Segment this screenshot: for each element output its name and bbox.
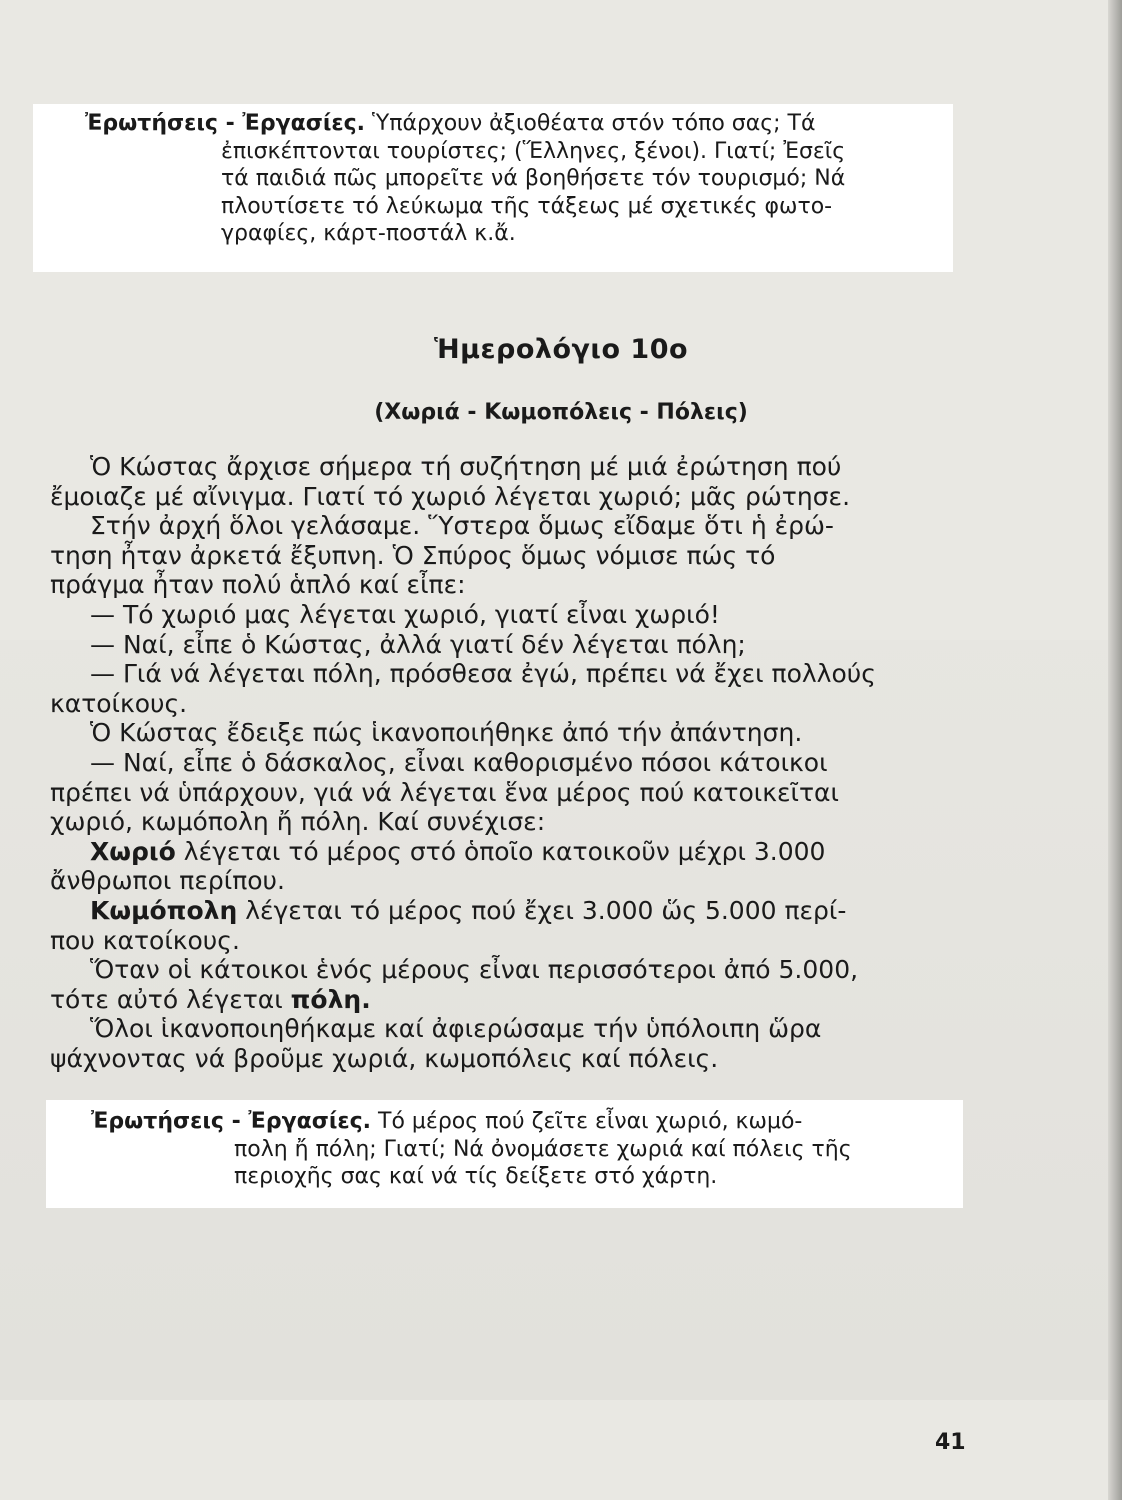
questions-box-top [33,104,953,272]
page-number: 41 [935,1430,966,1455]
dialogue-line: — Γιά νά λέγεται πόλη, πρόσθεσα ἐγώ, πρέπει νά ἔχει πολλούς [90,659,876,689]
body-line: τηση ἦταν ἀρκετά ἔξυπνη. Ὁ Σπύρος ὅμως νόμισε πώς τό [50,540,776,570]
questions-top-line: ἐπισκέπτονται τουρίστες; (Ἕλληνες, ξένοι). Γιατί; Ἐσεῖς [221,138,846,164]
diary-title: Ἡμερολόγιο 10ο [433,334,689,365]
body-line: πρέπει νά ὑπάρχουν, γιά νά λέγεται ἕνα μέρος πού κατοικεῖται [50,777,839,807]
body-line: χωριό, κωμόπολη ἤ πόλη. Καί συνέχισε: [50,807,546,837]
definition-city [50,985,970,1015]
body-line: ἔμοιαζε μέ αἴνιγμα. Γιατί τό χωριό λέγεται χωριό; μᾶς ρώτησε. [50,481,851,511]
questions-bottom-line: περιοχῆς σας καί νά τίς δείξετε στό χάρτη. [234,1164,718,1189]
term-town: Κωμόπολη [90,895,238,925]
body-line: που κατοίκους. [50,925,240,955]
body-line: ἄνθρωποι περίπου. [50,866,285,896]
diary-subtitle: (Χωριά - Κωμοπόλεις - Πόλεις) [374,400,748,425]
definition-city-text: τότε αὐτό λέγεται [50,984,291,1014]
diary-body [50,452,970,1073]
questions-bottom-line: πολη ἤ πόλη; Γιατί; Νά ὀνομάσετε χωριά καί πόλεις τῆς [234,1136,852,1162]
questions-top-line: πλουτίσετε τό λεύκωμα τῆς τάξεως μέ σχετικές φωτο- [221,193,833,219]
body-line: ψάχνοντας νά βροῦμε χωριά, κωμοπόλεις καί πόλεις. [50,1043,719,1073]
questions-bottom-label: Ἐρωτήσεις - Ἐργασίες. [91,1109,372,1134]
term-city: πόλη. [290,984,371,1014]
body-line: Ὅλοι ἱκανοποιηθήκαμε καί ἀφιερώσαμε τήν ὑπόλοιπη ὥρα [90,1014,822,1044]
questions-bottom-first-line [46,1108,963,1136]
definition-village [50,837,970,867]
questions-top-first-line [33,110,953,138]
body-line: Ὅταν οἱ κάτοικοι ἑνός μέρους εἶναι περισσότεροι ἀπό 5.000, [90,955,859,985]
questions-top-line: τά παιδιά πῶς μπορεῖτε νά βοηθήσετε τόν τουρισμό; Νά [221,166,846,191]
definition-town-text: λέγεται τό μέρος πού ἔχει 3.000 ὥς 5.000 περί- [237,895,847,925]
questions-bottom-line1: Τό μέρος πού ζεῖτε εἶναι χωριό, κωμό- [371,1109,803,1134]
page-edge [1108,0,1122,1500]
body-line: Ὁ Κώστας ἄρχισε σήμερα τή συζήτηση μέ μιά ἐρώτηση πού [90,452,842,481]
body-line: Στήν ἀρχή ὅλοι γελάσαμε. Ὕστερα ὅμως εἴδαμε ὅτι ἡ ἐρώ- [90,511,834,541]
body-line: πράγμα ἦταν πολύ ἁπλό καί εἶπε: [50,570,466,600]
body-line: Ὁ Κώστας ἔδειξε πώς ἱκανοποιήθηκε ἀπό τήν ἀπάντηση. [90,718,803,748]
questions-box-bottom [46,1100,963,1208]
body-line: κατοίκους. [50,688,188,718]
questions-top-label: Ἐρωτήσεις - Ἐργασίες. [85,111,366,136]
dialogue-line: — Ναί, εἶπε ὁ Κώστας, ἀλλά γιατί δέν λέγεται πόλη; [90,629,746,659]
dialogue-line: — Ναί, εἶπε ὁ δάσκαλος, εἶναι καθορισμένο πόσοι κάτοικοι [90,747,828,777]
term-village: Χωριό [90,836,176,866]
questions-top-line: γραφίες, κάρτ-ποστάλ κ.ἄ. [221,221,516,246]
definition-town [50,896,970,926]
dialogue-line: — Τό χωριό μας λέγεται χωριό, γιατί εἶναι χωριό! [90,599,720,629]
definition-village-text: λέγεται τό μέρος στό ὁποῖο κατοικοῦν μέχρι 3.000 [175,836,826,866]
questions-top-line1: Ὑπάρχουν ἀξιοθέατα στόν τόπο σας; Τά [365,111,816,136]
